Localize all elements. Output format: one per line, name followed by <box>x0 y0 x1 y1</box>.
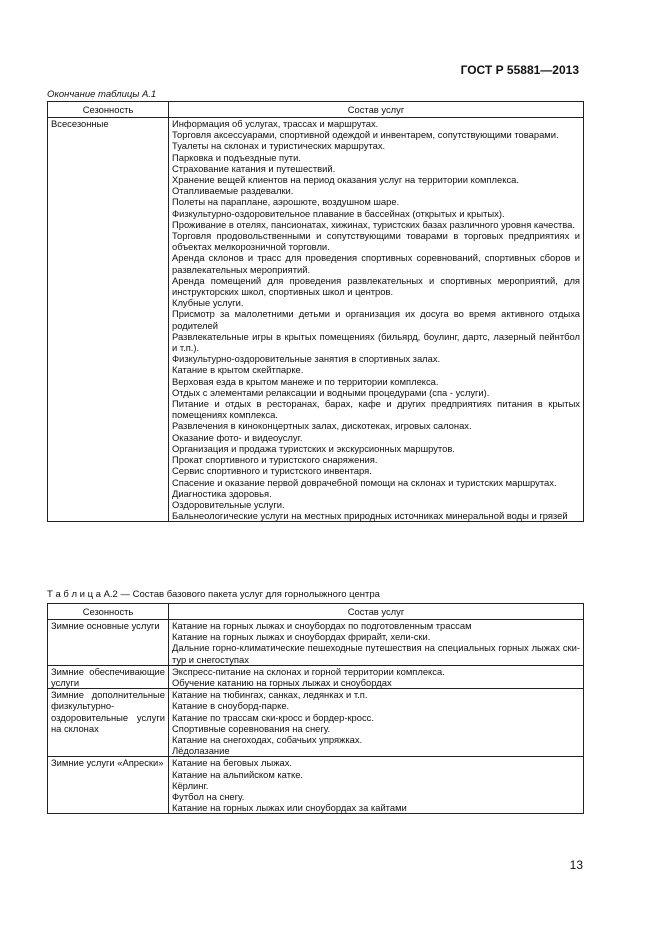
table-row <box>48 757 584 814</box>
service-item: Торговля аксессуарами, спортивной одеждой и инвентарем, сопутствующими товарами. <box>172 129 559 141</box>
page-number: 13 <box>569 858 583 872</box>
service-item: Лёдолазание <box>172 745 230 757</box>
service-item: Информация об услугах, трассах и маршрутах. <box>172 118 379 129</box>
table-row <box>48 689 584 757</box>
service-item: Проживание в отелях, пансионатах, хижинах, туристских базах различного уровня качества. <box>172 218 575 230</box>
table-header-row <box>48 102 584 118</box>
table-row <box>48 620 584 666</box>
service-item: Катание по трассам ски-кросс и бордер-кросс. <box>172 711 374 723</box>
service-item: Дальние горно-климатические пешеходные путешествия на специальных горных лыжах ски-тур и снегоступах <box>172 642 580 665</box>
table2-caption: Т а б л и ц а А.2 — Состав базового пакета услуг для горнолыжного центра <box>47 589 380 600</box>
season-cell: Зимние услуги «Апрески» <box>48 757 169 814</box>
services-cell <box>169 757 584 814</box>
table-header-row <box>48 604 584 620</box>
column-header-season: Сезонность <box>48 604 169 620</box>
service-item: Оздоровительные услуги. <box>172 498 285 510</box>
service-item: Катание на тюбингах, санках, ледянках и т.п. <box>172 689 368 701</box>
service-item: Физкультурно-оздоровительные занятия в спортивных залах. <box>172 353 441 365</box>
services-cell <box>169 665 584 688</box>
services-cell <box>169 689 584 757</box>
service-item: Бальнеологические услуги на местных природных источниках минеральной воды и грязей <box>172 510 568 522</box>
service-item: Катание в крытом скейтпарке. <box>172 364 304 376</box>
service-item: Присмотр за малолетними детьми и организация их досуга во время активного отдыха родителей <box>172 308 580 331</box>
services-table-a2 <box>47 603 584 814</box>
service-item: Диагностика здоровья. <box>172 487 272 499</box>
service-item: Катание на горных лыжах и сноубордах фрирайт, хели-ски. <box>172 631 431 643</box>
service-item: Физкультурно-оздоровительное плавание в бассейнах (открытых и крытых). <box>172 207 505 219</box>
service-item: Отапливаемые раздевалки. <box>172 185 294 197</box>
service-item: Оказание фото- и видеоуслуг. <box>172 431 303 443</box>
service-item: Развлекательные игры в крытых помещениях (бильярд, боулинг, дартс, лазерный пейнтбол и т.п.). <box>172 330 580 354</box>
table-row <box>48 665 584 688</box>
season-cell: Зимние основные услуги <box>48 620 169 666</box>
service-item: Полеты на параплане, аэрошюте, воздушном шаре. <box>172 196 400 208</box>
service-item: Отдых с элементами релаксации и водными процедурами (спа - услуги). <box>172 386 490 398</box>
services-cell <box>169 620 584 666</box>
service-item: Развлечения в киноконцертных залах, дискотеках, игровых салонах. <box>172 420 472 432</box>
column-header-services: Состав услуг <box>169 604 584 620</box>
service-item: Аренда склонов и трасс для проведения спортивных соревнований, спортивных сборов и развлекательных мероприятий. <box>172 252 580 275</box>
service-item: Катание на снегоходах, собачьих упряжках. <box>172 734 363 746</box>
table1-caption: Окончание таблицы А.1 <box>47 89 157 100</box>
service-item: Туалеты на склонах и туристических маршрутах. <box>172 140 386 152</box>
service-item: Торговля продовольственными и сопутствующими товарами в торговых предприятиях и объектах мелкорозничной торговли. <box>172 230 580 253</box>
services-cell <box>169 118 584 522</box>
service-item: Спортивные соревнования на снегу. <box>172 722 331 734</box>
service-item: Катание на горных лыжах или сноубордах за кайтами <box>172 802 407 814</box>
service-item: Страхование катания и путешествий. <box>172 162 336 174</box>
service-item: Прокат спортивного и туристского снаряжения. <box>172 454 378 466</box>
service-item: Обучение катанию на горных лыжах и сноубордах <box>172 677 392 689</box>
service-item: Катание в сноуборд-парке. <box>172 700 290 712</box>
service-item: Парковка и подъездные пути. <box>172 151 301 163</box>
service-item: Катание на горных лыжах и сноубордах по подготовленным трассам <box>172 620 472 631</box>
season-cell: Всесезонные <box>48 118 169 522</box>
service-item: Клубные услуги. <box>172 297 244 309</box>
service-item: Питание и отдых в ресторанах, барах, кафе и других предприятиях питания в крытых помещениях комплекса. <box>172 398 580 421</box>
service-item: Спасение и оказание первой доврачебной помощи на склонах и туристских маршрутах. <box>172 476 557 488</box>
column-header-services: Состав услуг <box>169 102 584 118</box>
column-header-season: Сезонность <box>48 102 169 118</box>
services-table-a1 <box>47 101 584 522</box>
service-item: Экспресс-питание на склонах и горной территории комплекса. <box>172 665 445 677</box>
service-item: Катание на альпийском катке. <box>172 768 304 780</box>
table-row <box>48 118 584 522</box>
service-item: Кёрлинг. <box>172 779 209 791</box>
service-item: Хранение вещей клиентов на период оказания услуг на территории комплекса. <box>172 174 519 186</box>
service-item: Сервис спортивного и туристского инвентаря. <box>172 465 372 477</box>
service-item: Верховая езда в крытом манеже и по территории комплекса. <box>172 375 439 387</box>
service-item: Организация и продажа туристских и экскурсионных маршрутов. <box>172 442 455 454</box>
season-cell: Зимние дополнительные физкультурно-оздоровительные услуги на склонах <box>48 689 169 757</box>
service-item: Аренда помещений для проведения развлекательных и спортивных мероприятий, для инструкторских школ, спортивных школ и центров. <box>172 274 580 298</box>
service-item: Футбол на снегу. <box>172 791 245 803</box>
standard-number: ГОСТ Р 55881—2013 <box>460 63 579 77</box>
service-item: Катание на беговых лыжах. <box>172 757 293 769</box>
season-cell: Зимние обеспечивающие услуги <box>48 665 169 688</box>
